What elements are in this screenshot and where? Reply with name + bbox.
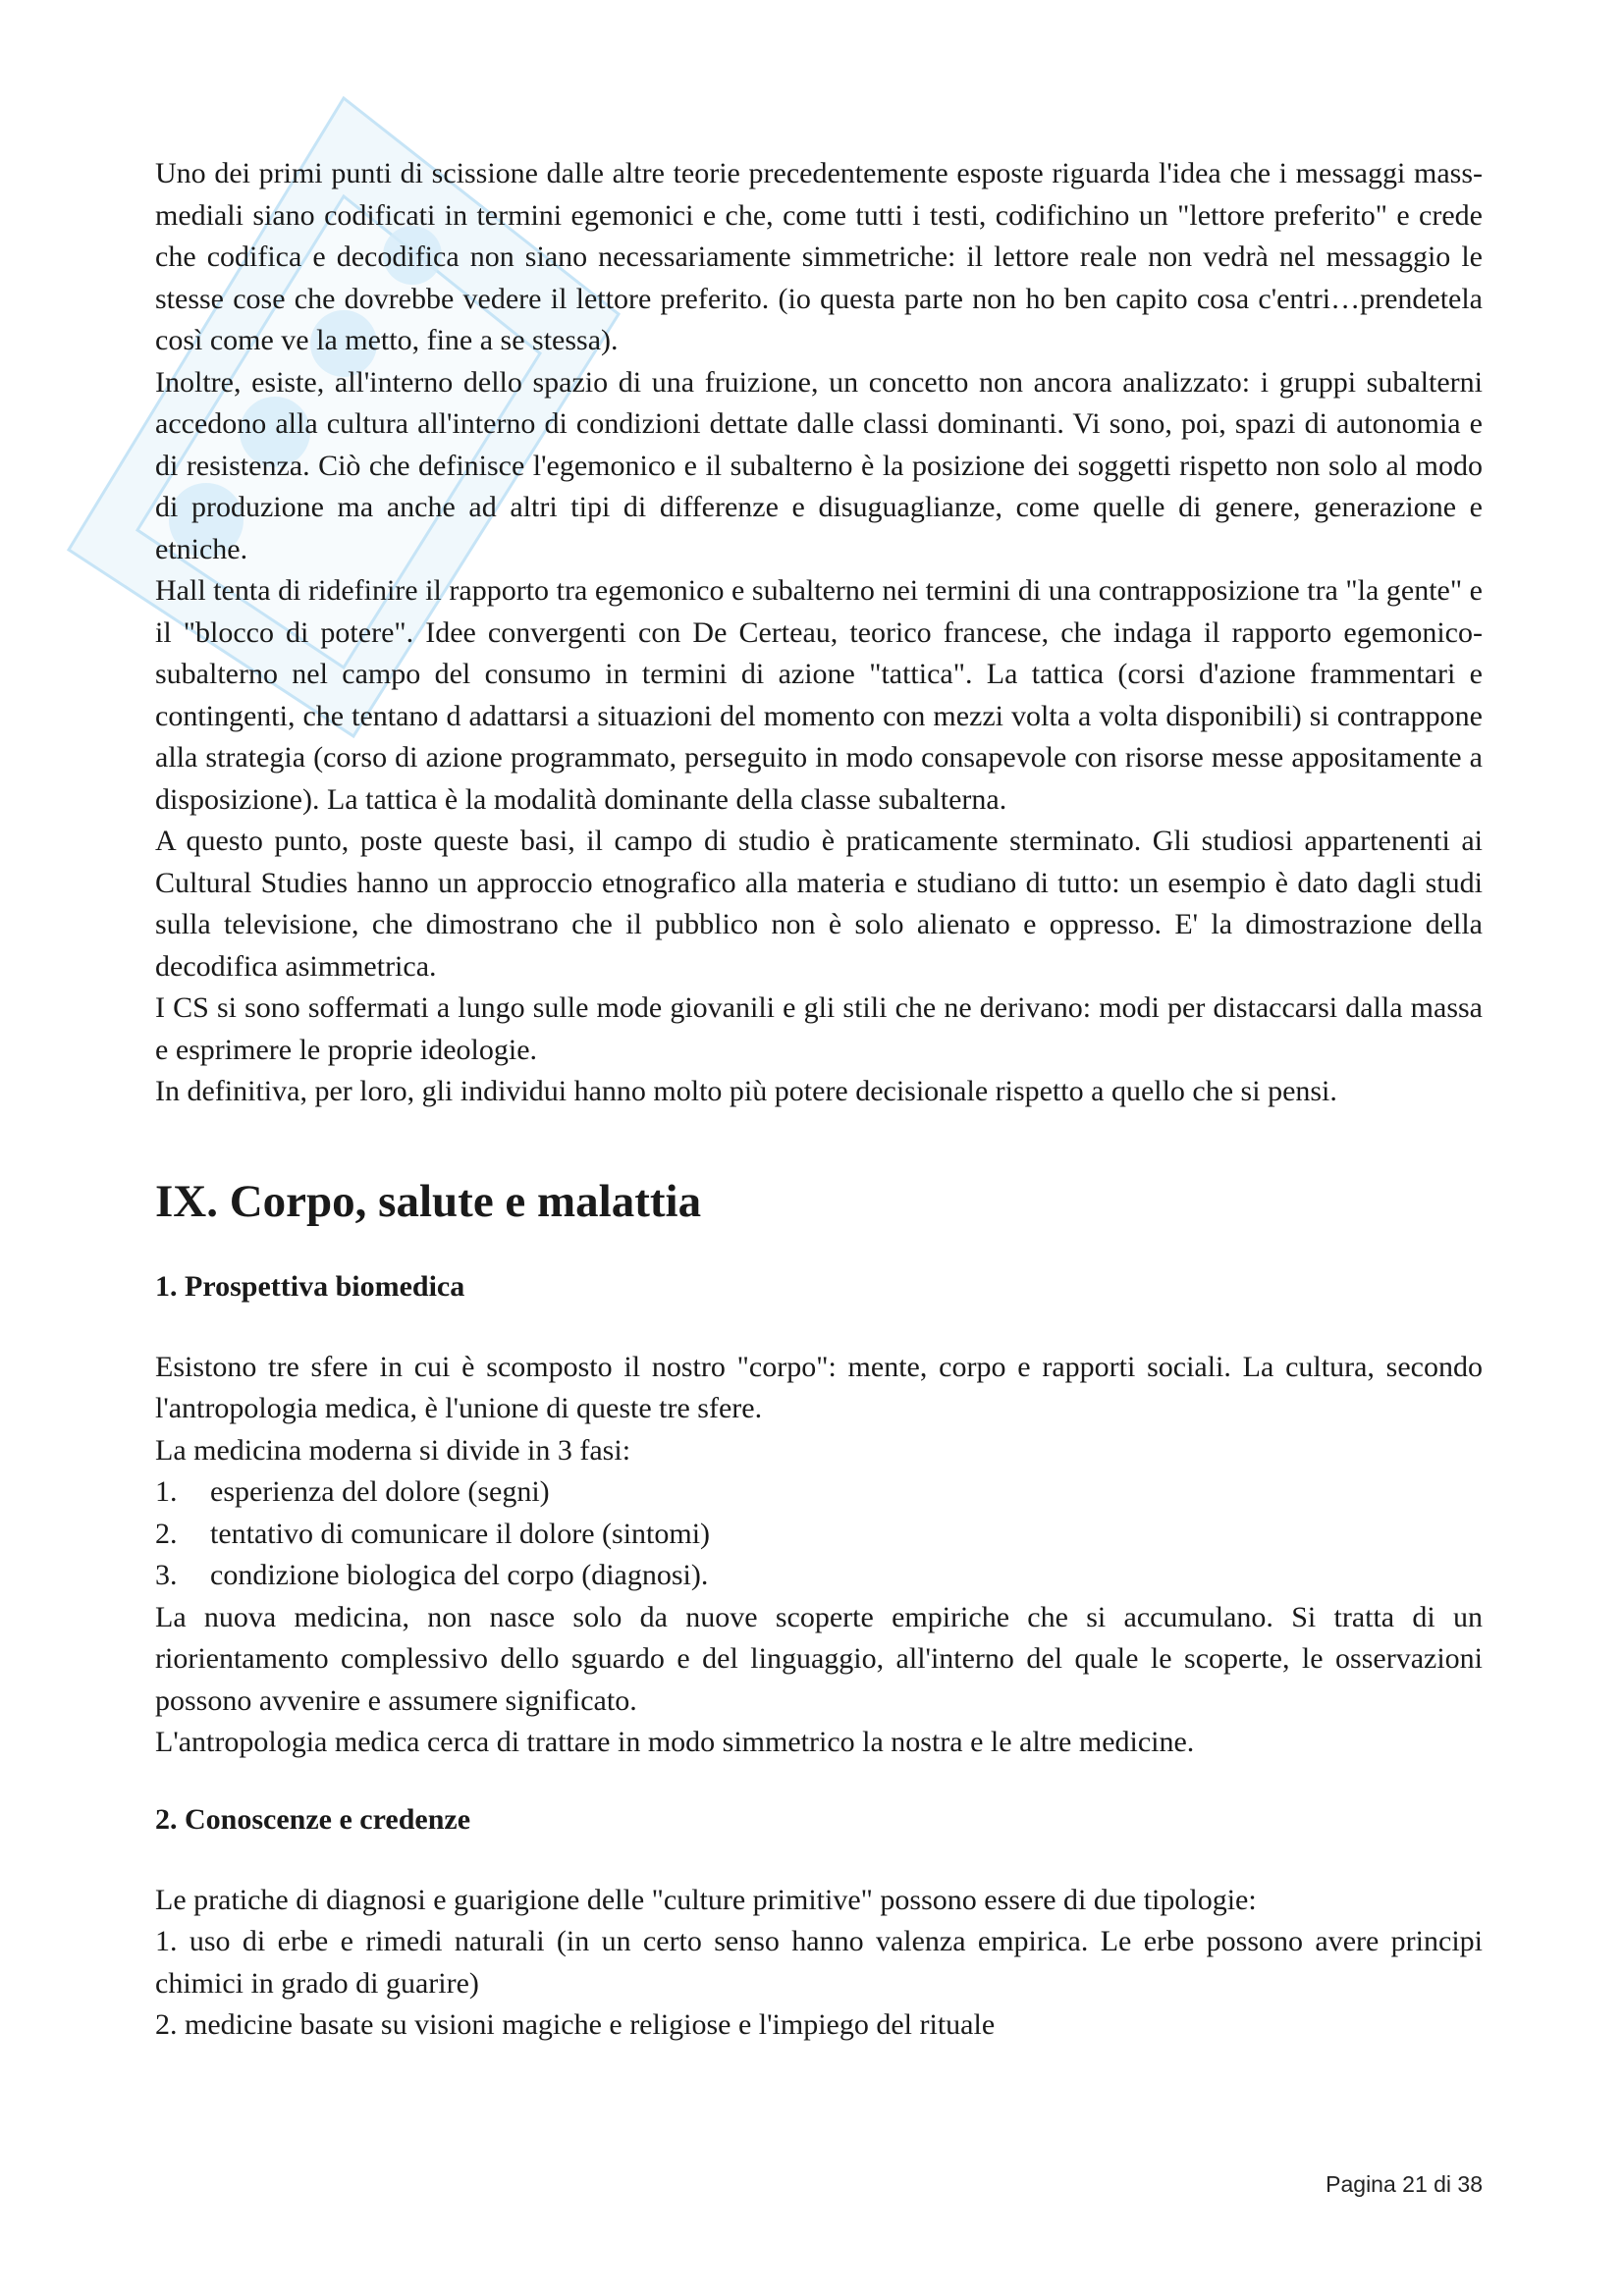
list-text: condizione biologica del corpo (diagnosi). xyxy=(210,1559,709,1591)
section-2-item-2: 2. medicine basate su visioni magiche e religiose e l'impiego del rituale xyxy=(155,2008,996,2041)
list-item xyxy=(155,1471,1483,1514)
section-1-list-intro: La medicina moderna si divide in 3 fasi: xyxy=(155,1433,631,1467)
phases-list xyxy=(155,1471,1483,1597)
list-number: 2. xyxy=(155,1517,178,1550)
paragraph-4: A questo punto, poste queste basi, il campo di studio è praticamente sterminato. Gli studiosi appartenenti ai Cultural Studies hanno un approccio etnografico alla materia e studiano di tutto: un esempio è dato dagli studi sulla televisione, che dimostrano che il pubblico non è solo alienato e oppresso. E' la dimostrazione della decodifica asimmetrica. xyxy=(155,825,1483,983)
list-item xyxy=(155,1514,1483,1556)
list-item xyxy=(155,1555,1483,1597)
chapter-title: IX. Corpo, salute e malattia xyxy=(155,1175,702,1227)
list-number: 3. xyxy=(155,1559,178,1591)
paragraph-2: Inoltre, esiste, all'interno dello spazio di una fruizione, un concetto non ancora analizzato: i gruppi subalterni accedono alla cultura all'interno di condizioni dettate dalle classi dominanti. Vi sono, poi, spazi di autonomia e di resistenza. Ciò che definisce l'egemonico e il subalterno è la posizione dei soggetti rispetto non solo al modo di produzione ma anche ad altri tipi di differenze e disuguaglianze, come quelle di genere, generazione e etniche. xyxy=(155,365,1483,565)
document-page xyxy=(155,153,1483,2047)
section-1-title: 1. Prospettiva biomedica xyxy=(155,1269,465,1303)
section-1-last-paragraph: L'antropologia medica cerca di trattare in modo simmetrico la nostra e le altre medicine. xyxy=(155,1726,1195,1758)
paragraph-5: I CS si sono soffermati a lungo sulle mode giovanili e gli stili che ne derivano: modi per distaccarsi dalla massa e esprimere le proprie ideologie. xyxy=(155,991,1483,1066)
section-2-title: 2. Conoscenze e credenze xyxy=(155,1802,471,1836)
paragraph-3: Hall tenta di ridefinire il rapporto tra egemonico e subalterno nei termini di una contrapposizione tra "la gente" e il "blocco di potere". Idee convergenti con De Certeau, teorico francese, che indaga il rapporto egemonico-subalterno nel campo del consumo in termini di azione "tattica". La tattica (corsi d'azione frammentari e contingenti, che tentano d adattarsi a situazioni del momento con mezzi volta a volta disponibili) si contrappone alla strategia (corso di azione programmato, perseguito in modo consapevole con risorse messe appositamente a disposizione). La tattica è la modalità dominante della classe subalterna. xyxy=(155,574,1483,816)
paragraph-6: In definitiva, per loro, gli individui hanno molto più potere decisionale rispetto a quello che si pensi. xyxy=(155,1075,1337,1107)
list-number: 1. xyxy=(155,1475,178,1508)
section-2-intro: Le pratiche di diagnosi e guarigione delle "culture primitive" possono essere di due tipologie: xyxy=(155,1883,1257,1916)
intro-text-block xyxy=(155,153,1483,1113)
section-1-intro: Esistono tre sfere in cui è scomposto il nostro "corpo": mente, corpo e rapporti sociali. La cultura, secondo l'antropologia medica, è l'unione di queste tre sfere. xyxy=(155,1350,1483,1424)
list-text: esperienza del dolore (segni) xyxy=(210,1475,550,1508)
list-text: tentativo di comunicare il dolore (sintomi) xyxy=(210,1517,711,1550)
section-1-paragraph: La nuova medicina, non nasce solo da nuove scoperte empiriche che si accumulano. Si tratta di un riorientamento complessivo dello sguardo e del linguaggio, all'interno del quale le scoperte, le osservazioni possono avvenire e assumere significato. xyxy=(155,1600,1483,1717)
paragraph-1: Uno dei primi punti di scissione dalle altre teorie precedentemente esposte riguarda l'idea che i messaggi mass-mediali siano codificati in termini egemonici e che, come tutti i testi, codifichino un "lettore preferito" e crede che codifica e decodifica non siano necessariamente simmetriche: il lettore reale non vedrà nel messaggio le stesse cose che dovrebbe vedere il lettore preferito. (io questa parte non ho ben capito cosa c'entri…prendetela così come ve la metto, fine a se stessa). xyxy=(155,157,1483,356)
page-number: Pagina 21 di 38 xyxy=(1326,2171,1483,2197)
section-2-item-1: 1. uso di erbe e rimedi naturali (in un certo senso hanno valenza empirica. Le erbe possono avere principi chimici in grado di guarire) xyxy=(155,1925,1483,2000)
